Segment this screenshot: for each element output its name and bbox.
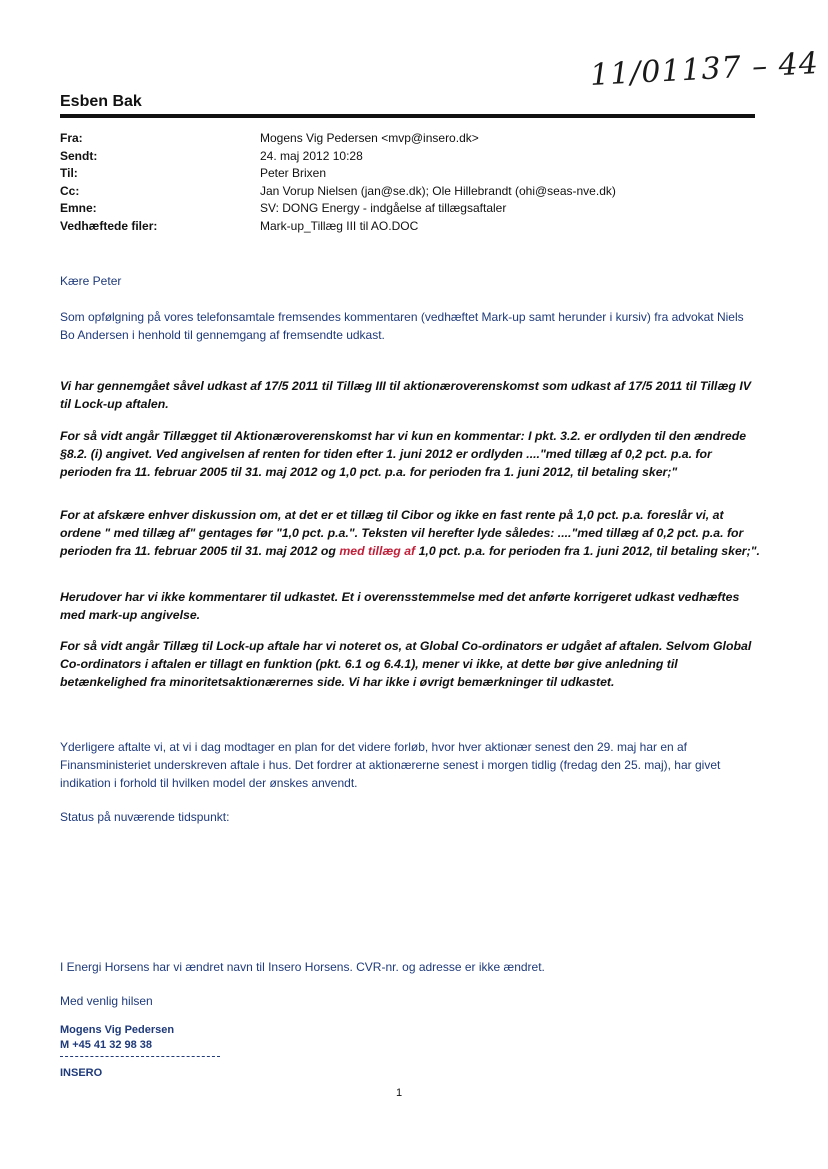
sent-label: Sendt: <box>60 148 98 163</box>
cc-value: Jan Vorup Nielsen (jan@se.dk); Ole Hillebrandt (ohi@seas-nve.dk) <box>260 183 616 198</box>
header-sent <box>60 148 616 166</box>
quote-paragraph-3 <box>60 506 760 560</box>
header-attachments <box>60 218 616 236</box>
quote-paragraph-1: Vi har gennemgået såvel udkast af 17/5 2011 til Tillæg III til aktionæroverenskomst som udkast af 17/5 2011 til Tillæg IV til Lock-up aftalen. <box>60 379 751 411</box>
quote-3-inserted-text: med tillæg af <box>339 544 416 558</box>
header-rule <box>60 114 755 118</box>
closing: Med venlig hilsen <box>60 994 153 1008</box>
quote-paragraph-2: For så vidt angår Tillægget til Aktionæroverenskomst har vi kun en kommentar: I pkt. 3.2. er ordlyden til den ændrede §8.2. (i) angivet. Ved angivelsen af renten for tiden efter 1. juni 2012 er ordlyden ...."med tillæg af 0,2 pct. p.a. for perioden fra 11. februar 2005 til 31. maj 2012 og 1,0 pct. p.a. for perioden fra 1. juni 2012, til betaling sker;" <box>60 429 747 479</box>
quote-3-text-a: For at afskære enhver diskussion om, at det er et tillæg til Cibor og ikke en fast rente på 1,0 pct. p.a. foreslår vi, at ordene " med tillæg af" gentages før "1,0 pct. p.a.". Teksten vil herefter lyde således: ...."med tillæg af 0,2 pct. p.a. for perioden fra 11. februar 2005 til 31. maj 2012 og <box>60 508 744 558</box>
attachments-value: Mark-up_Tillæg III til AO.DOC <box>260 218 419 233</box>
header-subject <box>60 200 616 218</box>
sent-value: 24. maj 2012 10:28 <box>260 148 363 163</box>
signature-divider <box>60 1056 220 1057</box>
signature-company: INSERO <box>60 1067 103 1079</box>
header-from <box>60 130 616 148</box>
status-line: Status på nuværende tidspunkt: <box>60 810 230 824</box>
intro-paragraph: Som opfølgning på vores telefonsamtale fremsendes kommentaren (vedhæftet Mark-up samt herunder i kursiv) fra advokat Niels Bo Andersen i henhold til gennemgang af fremsendte udkast. <box>60 310 744 342</box>
from-value: Mogens Vig Pedersen <mvp@insero.dk> <box>260 131 479 145</box>
from-label: Fra: <box>60 131 83 145</box>
header-to <box>60 165 616 183</box>
signature-phone: M +45 41 32 98 38 <box>60 1039 153 1051</box>
greeting: Kære Peter <box>60 274 122 288</box>
subject-label: Emne: <box>60 201 97 216</box>
quote-paragraph-4: Herudover har vi ikke kommentarer til udkastet. Et i overensstemmelse med det anførte korrigeret udkast vedhæftes med mark-up angivelse. <box>60 590 740 622</box>
quote-paragraph-5: For så vidt angår Tillæg til Lock-up aftale har vi noteret os, at Global Co-ordinators er udgået af aftalen. Selvom Global Co-ordinators i aftalen er tillagt en funktion (pkt. 6.1 og 6.4.1), mener vi ikke, at dette bør give anledning til betænkelighed fra minoritetsaktionærernes side. Vi har ikke i øvrigt bemærkninger til udkastet. <box>60 639 752 689</box>
rename-notice: I Energi Horsens har vi ændret navn til Insero Horsens. CVR-nr. og adresse er ikke ændret. <box>60 960 545 974</box>
to-value: Peter Brixen <box>260 166 327 181</box>
header-cc <box>60 183 616 201</box>
attachments-label: Vedhæftede filer: <box>60 218 158 233</box>
page-number: 1 <box>396 1087 403 1099</box>
further-paragraph: Yderligere aftalte vi, at vi i dag modtager en plan for det videre forløb, hvor hver aktionær senest den 29. maj har en af Finansministeriet underskreven aftale i hus. Det fordrer at aktionærerne senest i morgen tidlig (fredag den 25. maj), har givet indikation i forhold til hvilken model der ønskes anvendt. <box>60 740 721 790</box>
subject-value: SV: DONG Energy - indgåelse af tillægsaftaler <box>260 201 507 216</box>
email-header <box>60 130 616 236</box>
cc-label: Cc: <box>60 183 80 198</box>
to-label: Til: <box>60 166 78 181</box>
signature-name: Mogens Vig Pedersen <box>60 1024 175 1036</box>
mailbox-owner: Esben Bak <box>60 93 142 110</box>
handwritten-reference: 11/01137 – 44 <box>589 46 820 93</box>
quote-3-text-b: 1,0 pct. p.a. for perioden fra 1. juni 2012, til betaling sker;". <box>415 544 760 558</box>
